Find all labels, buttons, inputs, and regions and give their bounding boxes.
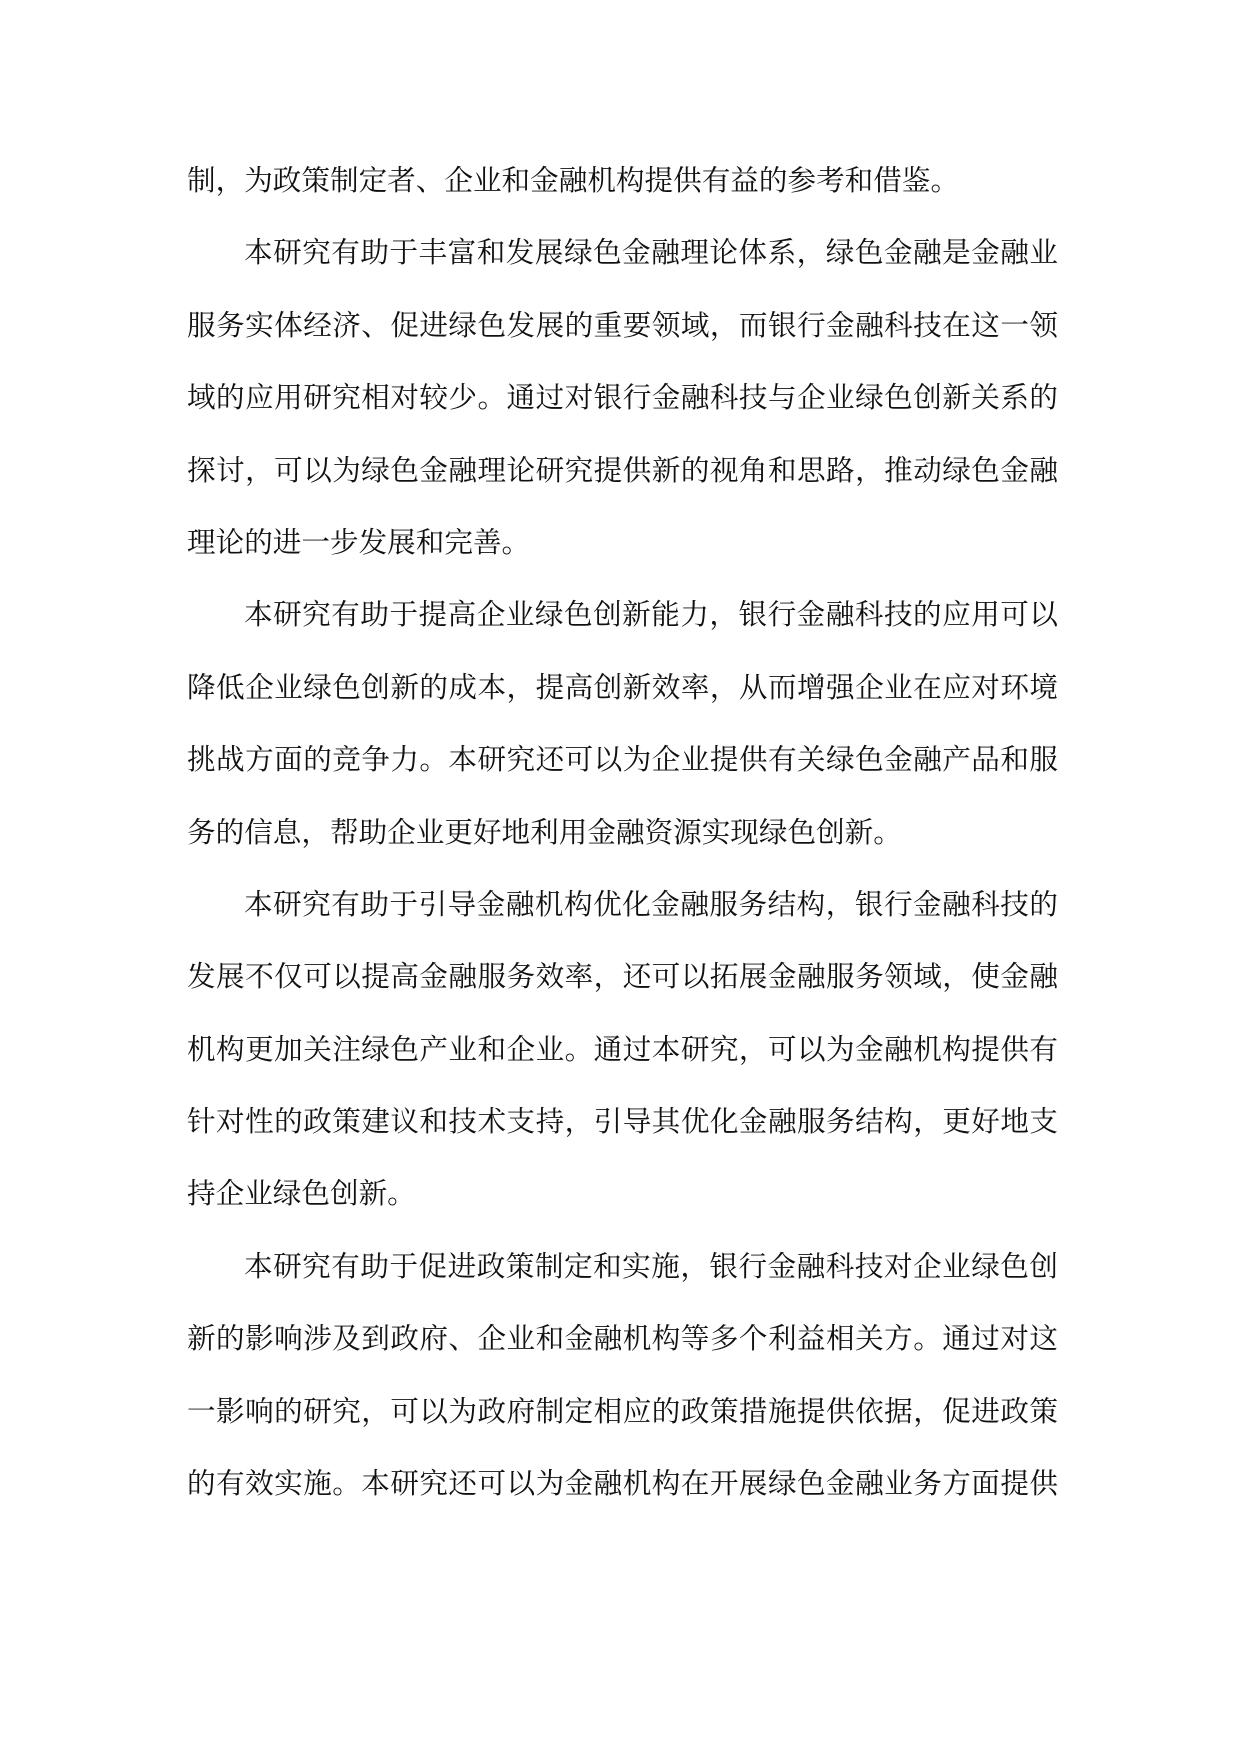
text-line: 理论的进一步发展和完善。 (187, 524, 531, 559)
body-text (187, 144, 1058, 1519)
text-line: 本研究有助于促进政策制定和实施，银行金融科技对企业绿色创 (244, 1248, 1058, 1283)
text-line: 持企业绿色创新。 (187, 1176, 416, 1211)
text-line: 域的应用研究相对较少。通过对银行金融科技与企业绿色创新关系的 (187, 380, 1058, 415)
text-line: 机构更加关注绿色产业和企业。通过本研究，可以为金融机构提供有 (187, 1031, 1058, 1066)
text-line: 新的影响涉及到政府、企业和金融机构等多个利益相关方。通过对这 (187, 1321, 1058, 1356)
text-line: 本研究有助于引导金融机构优化金融服务结构，银行金融科技的 (244, 886, 1058, 921)
text-line: 本研究有助于提高企业绿色创新能力，银行金融科技的应用可以 (244, 597, 1058, 632)
text-line: 一影响的研究，可以为政府制定相应的政策措施提供依据，促进政策 (187, 1393, 1058, 1428)
text-line: 挑战方面的竞争力。本研究还可以为企业提供有关绿色金融产品和服 (187, 742, 1058, 777)
text-line: 发展不仅可以提高金融服务效率，还可以拓展金融服务领域，使金融 (187, 959, 1058, 994)
text-line: 的有效实施。本研究还可以为金融机构在开展绿色金融业务方面提供 (187, 1466, 1058, 1501)
text-line: 针对性的政策建议和技术支持，引导其优化金融服务结构，更好地支 (187, 1104, 1058, 1139)
text-line: 务的信息，帮助企业更好地利用金融资源实现绿色创新。 (187, 814, 902, 849)
text-line: 服务实体经济、促进绿色发展的重要领域，而银行金融科技在这一领 (187, 307, 1058, 342)
text-line: 本研究有助于丰富和发展绿色金融理论体系，绿色金融是金融业 (244, 235, 1058, 270)
text-line: 探讨，可以为绿色金融理论研究提供新的视角和思路，推动绿色金融 (187, 452, 1058, 487)
text-line: 降低企业绿色创新的成本，提高创新效率，从而增强企业在应对环境 (187, 669, 1058, 704)
text-line: 制，为政策制定者、企业和金融机构提供有益的参考和借鉴。 (187, 163, 960, 197)
